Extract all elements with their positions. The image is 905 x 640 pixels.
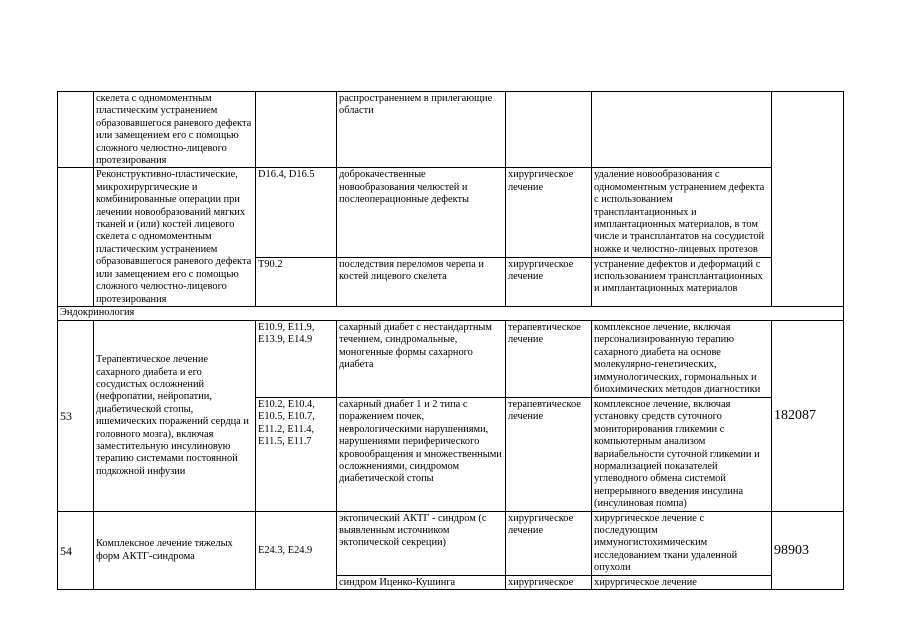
- treatment-method-cell: устранение дефектов и деформаций с использованием трансплантационных и имплантационных материалов: [592, 257, 772, 306]
- treatment-type-cell: терапевтическое лечение: [506, 320, 592, 397]
- cost-cell: 182087: [772, 320, 844, 511]
- treatment-type-cell: хирургическое: [506, 575, 592, 589]
- patient-model-cell: последствия переломов черепа и костей лицевого скелета: [337, 257, 506, 306]
- patient-model-cell: сахарный диабет 1 и 2 типа с поражением почек, неврологическими нарушениями, нарушениями периферического кровообращения и множественными осложнениями, синдромом диабетической стопы: [337, 397, 506, 511]
- treatment-method-cell: хирургическое лечение: [592, 575, 772, 589]
- treatment-type-cell: хирургическое лечение: [506, 257, 592, 306]
- treatment-name-cell: скелета с одномоментным пластическим устранением образовавшегося раневого дефекта или замещением его с помощью сложного челюстно-лицевого протезирования: [94, 92, 256, 168]
- treatment-type-cell: хирургическое лечение: [506, 168, 592, 257]
- treatment-type-cell: [506, 92, 592, 168]
- icd-code-cell: E10.2, E10.4, E10.5, E10.7, E11.2, E11.4, E11.5, E11.7: [256, 397, 337, 511]
- treatment-method-cell: [592, 92, 772, 168]
- patient-model-cell: синдром Иценко-Кушинга: [337, 575, 506, 589]
- row-number-cell: 54: [58, 511, 94, 589]
- section-header-row: [58, 306, 844, 320]
- row-number-cell: [58, 92, 94, 168]
- treatment-type-cell: хирургическое лечение: [506, 511, 592, 575]
- medical-care-table: [57, 91, 844, 590]
- patient-model-cell: сахарный диабет с нестандартным течением, синдромальные, моногенные формы сахарного диабета: [337, 320, 506, 397]
- treatment-method-cell: комплексное лечение, включая персонализированную терапию сахарного диабета на основе молекулярно-генетических, иммунологических, гормональных и биохимических методов диагностики: [592, 320, 772, 397]
- patient-model-cell: доброкачественные новообразования челюстей и послеоперационные дефекты: [337, 168, 506, 257]
- icd-code-cell: [256, 92, 337, 168]
- section-title: Эндокринология: [58, 306, 844, 320]
- treatment-type-cell: терапевтическое лечение: [506, 397, 592, 511]
- icd-code-cell: E24.3, E24.9: [256, 511, 337, 589]
- cost-cell: [772, 92, 844, 307]
- treatment-name-cell: Комплексное лечение тяжелых форм АКТГ-синдрома: [94, 511, 256, 589]
- icd-code-cell: T90.2: [256, 257, 337, 306]
- row-number-cell: [58, 168, 94, 306]
- treatment-name-cell: Реконструктивно-пластические, микрохирургические и комбинированные операции при лечении новообразований мягких тканей и (или) костей лицевого скелета с одномоментным пластическим устранением образовавшегося раневого дефекта или замещением его с помощью сложного челюстно-лицевого протезирования: [94, 168, 256, 306]
- patient-model-cell: эктопический АКТГ - синдром (с выявленным источником эктопической секреции): [337, 511, 506, 575]
- icd-code-cell: E10.9, E11.9, E13.9, E14.9: [256, 320, 337, 397]
- cost-cell: 98903: [772, 511, 844, 589]
- icd-code-cell: D16.4, D16.5: [256, 168, 337, 257]
- table-row: [58, 320, 844, 397]
- treatment-method-cell: удаление новообразования с одномоментным устранением дефекта с использованием трансплантационных и имплантационных материалов, в том числе и трансплантатов на сосудистой ножке и челюстно-лицевых протезов: [592, 168, 772, 257]
- treatment-method-cell: хирургическое лечение с последующим иммуногистохимическим исследованием ткани удаленной опухоли: [592, 511, 772, 575]
- table-row: [58, 92, 844, 168]
- row-number-cell: 53: [58, 320, 94, 511]
- treatment-name-cell: Терапевтическое лечение сахарного диабета и его сосудистых осложнений (нефропатии, нейропатии, диабетической стопы, ишемических поражений сердца и головного мозга), включая заместительную инсулиновую терапию системами постоянной подкожной инфузии: [94, 320, 256, 511]
- table-row: [58, 168, 844, 257]
- table-row: [58, 511, 844, 575]
- treatment-method-cell: комплексное лечение, включая установку средств суточного мониторирования гликемии с компьютерным анализом вариабельности суточной гликемии и нормализацией показателей углеводного обмена системой непрерывного введения инсулина (инсулиновая помпа): [592, 397, 772, 511]
- patient-model-cell: распространением в прилегающие области: [337, 92, 506, 168]
